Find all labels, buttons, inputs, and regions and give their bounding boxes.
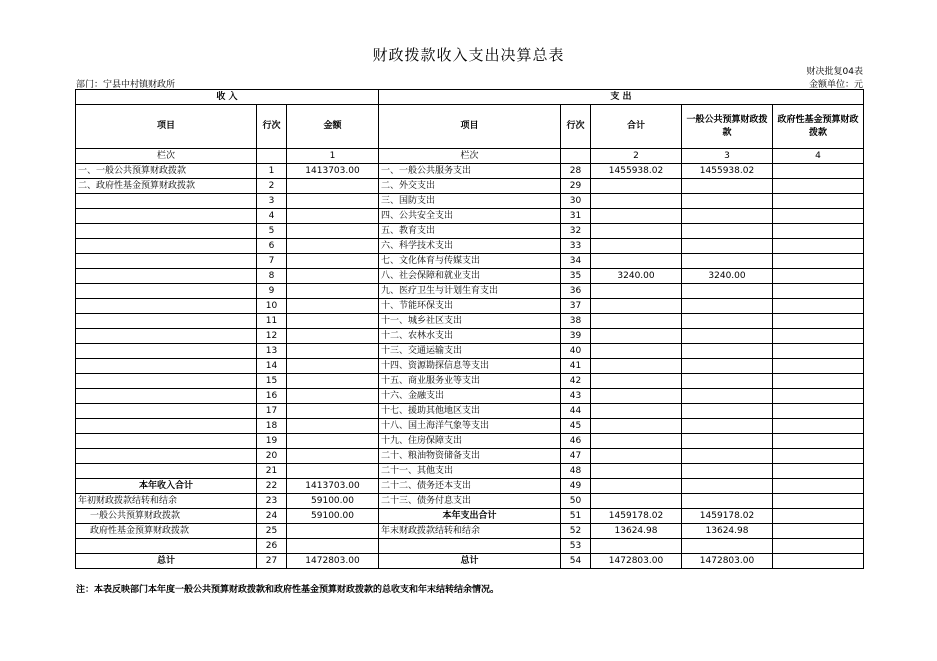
expense-item: 总计 <box>379 554 561 569</box>
table-row <box>76 254 864 269</box>
page-title: 财政拨款收入支出决算总表 <box>372 46 565 64</box>
expense-general <box>682 344 773 359</box>
expense-row-no: 50 <box>561 494 591 509</box>
expense-item: 二、外交支出 <box>379 179 561 194</box>
income-amount <box>287 269 379 284</box>
expense-general <box>682 419 773 434</box>
expense-general: 1459178.02 <box>682 509 773 524</box>
col-index-2: 2 <box>591 149 682 164</box>
expense-total <box>591 224 682 239</box>
expense-total <box>591 389 682 404</box>
expense-general <box>682 314 773 329</box>
income-amount <box>287 239 379 254</box>
expense-total <box>591 419 682 434</box>
expense-general <box>682 254 773 269</box>
income-amount <box>287 224 379 239</box>
expense-fund <box>773 524 864 539</box>
expense-section-header: 支 出 <box>379 90 864 105</box>
expense-fund <box>773 404 864 419</box>
expense-general: 1455938.02 <box>682 164 773 179</box>
income-item: 一般公共预算财政拨款 <box>76 509 257 524</box>
income-amount <box>287 299 379 314</box>
expense-item: 五、教育支出 <box>379 224 561 239</box>
table-row <box>76 494 864 509</box>
expense-general: 1472803.00 <box>682 554 773 569</box>
expense-total <box>591 374 682 389</box>
income-amount <box>287 209 379 224</box>
expense-general <box>682 179 773 194</box>
expense-fund <box>773 224 864 239</box>
department-label: 部门：宁县中村镇财政所 <box>76 80 176 90</box>
income-row-no: 8 <box>257 269 287 284</box>
expense-general <box>682 539 773 554</box>
income-item <box>76 239 257 254</box>
expense-fund <box>773 239 864 254</box>
income-amount <box>287 464 379 479</box>
income-item <box>76 434 257 449</box>
expense-general <box>682 209 773 224</box>
expense-general <box>682 329 773 344</box>
expense-item: 七、文化体育与传媒支出 <box>379 254 561 269</box>
expense-total <box>591 404 682 419</box>
expense-fund <box>773 269 864 284</box>
income-section-header: 收 入 <box>76 90 379 105</box>
expense-fund <box>773 254 864 269</box>
expense-row-no: 44 <box>561 404 591 419</box>
expense-item: 本年支出合计 <box>379 509 561 524</box>
income-row-no: 17 <box>257 404 287 419</box>
section-header-row <box>76 90 864 105</box>
expense-total <box>591 194 682 209</box>
expense-row-no: 28 <box>561 164 591 179</box>
income-item <box>76 374 257 389</box>
table-row <box>76 479 864 494</box>
column-index-row <box>76 149 864 164</box>
expense-row-no: 48 <box>561 464 591 479</box>
expense-total <box>591 299 682 314</box>
expense-total <box>591 494 682 509</box>
income-item: 年初财政拨款结转和结余 <box>76 494 257 509</box>
income-amount <box>287 359 379 374</box>
income-row-no: 19 <box>257 434 287 449</box>
col-header-amount: 金额 <box>287 105 379 149</box>
expense-item: 十九、住房保障支出 <box>379 434 561 449</box>
income-item <box>76 314 257 329</box>
table-row <box>76 224 864 239</box>
expense-row-no: 33 <box>561 239 591 254</box>
table-row <box>76 179 864 194</box>
expense-fund <box>773 374 864 389</box>
income-row-no: 27 <box>257 554 287 569</box>
income-amount <box>287 434 379 449</box>
expense-general <box>682 404 773 419</box>
expense-fund <box>773 509 864 524</box>
col-header-total: 合计 <box>591 105 682 149</box>
income-amount <box>287 344 379 359</box>
expense-row-no: 51 <box>561 509 591 524</box>
expense-item: 六、科学技术支出 <box>379 239 561 254</box>
expense-fund <box>773 554 864 569</box>
expense-general <box>682 434 773 449</box>
income-row-no: 20 <box>257 449 287 464</box>
expense-total: 1459178.02 <box>591 509 682 524</box>
expense-item: 十、节能环保支出 <box>379 299 561 314</box>
income-amount <box>287 314 379 329</box>
expense-general <box>682 239 773 254</box>
expense-general <box>682 449 773 464</box>
income-amount <box>287 539 379 554</box>
expense-item: 十七、援助其他地区支出 <box>379 404 561 419</box>
expense-fund <box>773 449 864 464</box>
table-row <box>76 344 864 359</box>
table-row <box>76 194 864 209</box>
expense-fund <box>773 299 864 314</box>
income-amount <box>287 419 379 434</box>
expense-total: 1455938.02 <box>591 164 682 179</box>
expense-total <box>591 284 682 299</box>
income-row-no: 22 <box>257 479 287 494</box>
col-index-4: 4 <box>773 149 864 164</box>
income-row-no: 3 <box>257 194 287 209</box>
income-row-no: 10 <box>257 299 287 314</box>
expense-item: 八、社会保障和就业支出 <box>379 269 561 284</box>
income-row-no: 9 <box>257 284 287 299</box>
expense-item: 二十、粮油物资储备支出 <box>379 449 561 464</box>
expense-total <box>591 539 682 554</box>
expense-item: 三、国防支出 <box>379 194 561 209</box>
expense-total <box>591 179 682 194</box>
expense-fund <box>773 359 864 374</box>
expense-fund <box>773 479 864 494</box>
income-item <box>76 254 257 269</box>
expense-general: 3240.00 <box>682 269 773 284</box>
income-row-no: 7 <box>257 254 287 269</box>
income-item: 总计 <box>76 554 257 569</box>
table-row <box>76 554 864 569</box>
income-amount <box>287 404 379 419</box>
expense-general <box>682 389 773 404</box>
expense-row-no: 37 <box>561 299 591 314</box>
col-index-1: 1 <box>287 149 379 164</box>
expense-fund <box>773 434 864 449</box>
expense-total <box>591 344 682 359</box>
income-row-no: 1 <box>257 164 287 179</box>
expense-row-no: 34 <box>561 254 591 269</box>
table-row <box>76 284 864 299</box>
income-item <box>76 284 257 299</box>
income-item <box>76 299 257 314</box>
expense-item: 一、一般公共服务支出 <box>379 164 561 179</box>
expense-row-no: 32 <box>561 224 591 239</box>
expense-general <box>682 359 773 374</box>
income-amount: 59100.00 <box>287 494 379 509</box>
income-amount: 1413703.00 <box>287 479 379 494</box>
expense-row-no: 54 <box>561 554 591 569</box>
expense-row-no: 45 <box>561 419 591 434</box>
table-row <box>76 209 864 224</box>
expense-row-no: 30 <box>561 194 591 209</box>
income-amount: 1413703.00 <box>287 164 379 179</box>
income-item <box>76 464 257 479</box>
income-item: 本年收入合计 <box>76 479 257 494</box>
expense-general <box>682 299 773 314</box>
table-row <box>76 389 864 404</box>
col-index-label-right: 栏次 <box>379 149 561 164</box>
column-header-row <box>76 105 864 149</box>
expense-row-no: 43 <box>561 389 591 404</box>
expense-total <box>591 329 682 344</box>
expense-total <box>591 314 682 329</box>
expense-row-no: 47 <box>561 449 591 464</box>
table-row <box>76 164 864 179</box>
expense-item: 十四、资源勘探信息等支出 <box>379 359 561 374</box>
expense-row-no: 31 <box>561 209 591 224</box>
income-amount <box>287 449 379 464</box>
expense-total: 3240.00 <box>591 269 682 284</box>
expense-total <box>591 359 682 374</box>
expense-general <box>682 224 773 239</box>
income-row-no: 13 <box>257 344 287 359</box>
income-row-no: 23 <box>257 494 287 509</box>
expense-item: 十五、商业服务业等支出 <box>379 374 561 389</box>
expense-item: 十六、金融支出 <box>379 389 561 404</box>
expense-item: 二十三、债务付息支出 <box>379 494 561 509</box>
col-header-item2: 项目 <box>379 105 561 149</box>
income-row-no: 24 <box>257 509 287 524</box>
income-item <box>76 404 257 419</box>
income-row-no: 16 <box>257 389 287 404</box>
income-amount: 59100.00 <box>287 509 379 524</box>
col-index-3: 3 <box>682 149 773 164</box>
table-body <box>76 164 864 569</box>
income-row-no: 14 <box>257 359 287 374</box>
col-header-general: 一般公共预算财政拨款 <box>682 105 773 149</box>
income-item <box>76 269 257 284</box>
expense-fund <box>773 389 864 404</box>
expense-item: 十三、交通运输支出 <box>379 344 561 359</box>
table-row <box>76 539 864 554</box>
expense-item: 二十一、其他支出 <box>379 464 561 479</box>
table-code: 财决批复04表 <box>806 67 863 77</box>
income-amount: 1472803.00 <box>287 554 379 569</box>
expense-total <box>591 449 682 464</box>
expense-total <box>591 434 682 449</box>
expense-row-no: 29 <box>561 179 591 194</box>
expense-fund <box>773 464 864 479</box>
table-row <box>76 524 864 539</box>
table-row <box>76 359 864 374</box>
income-item <box>76 209 257 224</box>
expense-row-no: 38 <box>561 314 591 329</box>
col-header-fund: 政府性基金预算财政拨款 <box>773 105 864 149</box>
expense-general <box>682 494 773 509</box>
expense-row-no: 46 <box>561 434 591 449</box>
expense-total: 13624.98 <box>591 524 682 539</box>
income-item <box>76 224 257 239</box>
table-row <box>76 239 864 254</box>
income-row-no: 18 <box>257 419 287 434</box>
income-row-no: 11 <box>257 314 287 329</box>
income-amount <box>287 284 379 299</box>
expense-fund <box>773 284 864 299</box>
col-header-row-no2: 行次 <box>561 105 591 149</box>
expense-row-no: 40 <box>561 344 591 359</box>
income-amount <box>287 254 379 269</box>
income-row-no: 5 <box>257 224 287 239</box>
expense-item: 九、医疗卫生与计划生育支出 <box>379 284 561 299</box>
amount-unit: 金额单位：元 <box>808 80 863 90</box>
expense-row-no: 49 <box>561 479 591 494</box>
expense-fund <box>773 539 864 554</box>
expense-fund <box>773 419 864 434</box>
income-row-no: 25 <box>257 524 287 539</box>
footnote: 注：本表反映部门本年度一般公共预算财政拨款和政府性基金预算财政拨款的总收支和年末结转结余情况。 <box>76 585 500 595</box>
income-item <box>76 329 257 344</box>
expense-row-no: 35 <box>561 269 591 284</box>
income-item: 二、政府性基金预算财政拨款 <box>76 179 257 194</box>
table-row <box>76 374 864 389</box>
expense-general <box>682 464 773 479</box>
expense-item: 四、公共安全支出 <box>379 209 561 224</box>
table-row <box>76 419 864 434</box>
expense-total <box>591 464 682 479</box>
col-header-item: 项目 <box>76 105 257 149</box>
col-index-label-left: 栏次 <box>76 149 257 164</box>
income-amount <box>287 179 379 194</box>
income-item <box>76 389 257 404</box>
expense-general <box>682 194 773 209</box>
expense-total: 1472803.00 <box>591 554 682 569</box>
table-row <box>76 404 864 419</box>
income-row-no: 2 <box>257 179 287 194</box>
income-item: 一、一般公共预算财政拨款 <box>76 164 257 179</box>
table-row <box>76 299 864 314</box>
income-row-no: 6 <box>257 239 287 254</box>
expense-item: 十八、国土海洋气象等支出 <box>379 419 561 434</box>
income-item <box>76 359 257 374</box>
expense-total <box>591 209 682 224</box>
income-amount <box>287 194 379 209</box>
expense-general <box>682 374 773 389</box>
table-row <box>76 434 864 449</box>
table-row <box>76 509 864 524</box>
income-row-no: 15 <box>257 374 287 389</box>
income-item: 政府性基金预算财政拨款 <box>76 524 257 539</box>
expense-total <box>591 479 682 494</box>
table-row <box>76 314 864 329</box>
income-amount <box>287 389 379 404</box>
expense-item: 十一、城乡社区支出 <box>379 314 561 329</box>
expense-item <box>379 539 561 554</box>
table-row <box>76 449 864 464</box>
income-row-no: 12 <box>257 329 287 344</box>
income-amount <box>287 374 379 389</box>
income-item <box>76 194 257 209</box>
expense-fund <box>773 209 864 224</box>
expense-row-no: 39 <box>561 329 591 344</box>
income-row-no: 26 <box>257 539 287 554</box>
income-item <box>76 449 257 464</box>
col-header-row-no: 行次 <box>257 105 287 149</box>
expense-fund <box>773 194 864 209</box>
expense-row-no: 36 <box>561 284 591 299</box>
expense-general: 13624.98 <box>682 524 773 539</box>
income-item <box>76 419 257 434</box>
table-row <box>76 329 864 344</box>
expense-fund <box>773 494 864 509</box>
finance-summary-table <box>75 89 864 569</box>
expense-item: 年末财政拨款结转和结余 <box>379 524 561 539</box>
expense-fund <box>773 329 864 344</box>
income-item <box>76 344 257 359</box>
expense-general <box>682 479 773 494</box>
expense-fund <box>773 179 864 194</box>
income-amount <box>287 524 379 539</box>
income-row-no: 4 <box>257 209 287 224</box>
expense-row-no: 41 <box>561 359 591 374</box>
income-item <box>76 539 257 554</box>
expense-total <box>591 254 682 269</box>
income-amount <box>287 329 379 344</box>
expense-total <box>591 239 682 254</box>
expense-row-no: 42 <box>561 374 591 389</box>
expense-row-no: 53 <box>561 539 591 554</box>
expense-fund <box>773 314 864 329</box>
expense-general <box>682 284 773 299</box>
table-row <box>76 464 864 479</box>
income-row-no: 21 <box>257 464 287 479</box>
expense-fund <box>773 344 864 359</box>
expense-fund <box>773 164 864 179</box>
expense-item: 十二、农林水支出 <box>379 329 561 344</box>
expense-row-no: 52 <box>561 524 591 539</box>
table-row <box>76 269 864 284</box>
expense-item: 二十二、债务还本支出 <box>379 479 561 494</box>
